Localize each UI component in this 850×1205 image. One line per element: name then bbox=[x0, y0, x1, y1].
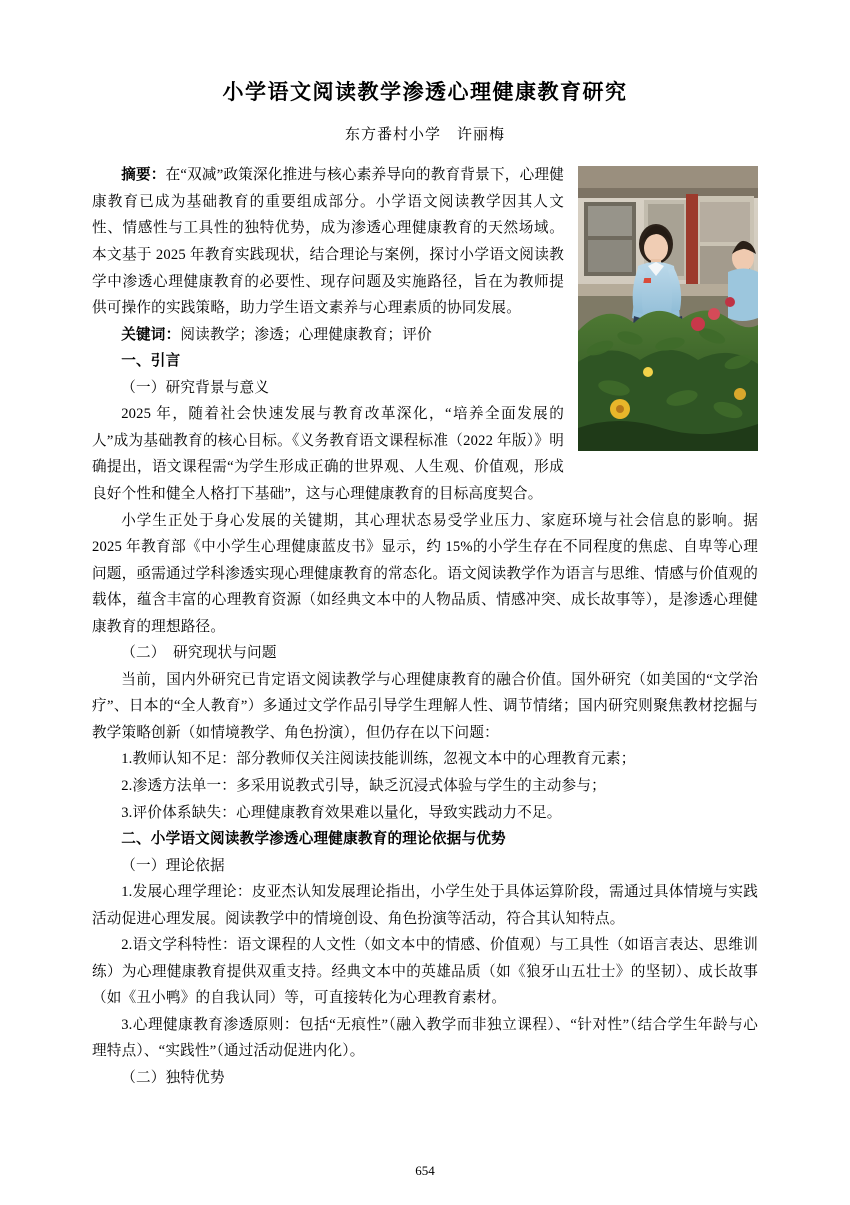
abstract-block bbox=[92, 162, 758, 1091]
classroom-garden-photo bbox=[578, 166, 758, 451]
page-number: 654 bbox=[415, 1163, 435, 1178]
list-item-2-2: 2.语文学科特性：语文课程的人文性（如文本中的情感、价值观）与工具性（如语言表达、思维训练）为心理健康教育提供双重支持。经典文本中的英雄品质（如《狼牙山五壮士》的坚韧）、成长故事（如《丑小鸭》的自我认同）等，可直接转化为心理教育素材。 bbox=[92, 937, 758, 1007]
keywords-text: 阅读教学；渗透；心理健康教育；评价 bbox=[180, 326, 432, 343]
list-item-2-3: 3.心理健康教育渗透原则：包括“无痕性”（融入教学而非独立课程）、“针对性”（结合学生年龄与心理特点）、“实践性”（通过活动促进内化）。 bbox=[92, 1016, 758, 1060]
subsection-1-2: （二） 研究现状与问题 bbox=[121, 645, 277, 662]
paragraph-1-1: 2025 年，随着社会快速发展与教育改革深化，“培养全面发展的人”成为基础教育的核心目标。《义务教育语文课程标准（2022 年版）》明确提出，语文课程需“为学生形成正确的世界观、人生观、价值观，形成良好个性和健全人格打下基础”，这与心理健康教育的目标高度契合。 bbox=[92, 406, 564, 502]
list-item-2-1: 1.发展心理学理论：皮亚杰认知发展理论指出，小学生处于具体运算阶段，需通过具体情境与实践活动促进心理发展。阅读教学中的情境创设、角色扮演等活动，符合其认知特点。 bbox=[92, 884, 758, 927]
list-item-1-2: 2.渗透方法单一：多采用说教式引导，缺乏沉浸式体验与学生的主动参与； bbox=[121, 777, 606, 794]
subsection-1-1: （一）研究背景与意义 bbox=[121, 379, 270, 396]
paragraph-1-2: 小学生正处于身心发展的关键期，其心理状态易受学业压力、家庭环境与社会信息的影响。据 2025 年教育部《中小学生心理健康蓝皮书》显示，约 15%的小学生存在不同程度的焦虑、自卑等心理问题，亟需通过学科渗透实现心理健康教育的常态化。语文阅读教学作为语言与思维、情感与价值观的载体，蕴含丰富的心理教育资源（如经典文本中的人物品质、情感冲突、成长故事等），是渗透心理健康教育的理想路径。 bbox=[92, 512, 758, 635]
page-title: 小学语文阅读教学渗透心理健康教育研究 bbox=[222, 80, 628, 104]
keywords-label: 关键词： bbox=[121, 326, 181, 343]
subsection-2-1: （一）理论依据 bbox=[121, 857, 225, 874]
list-item-1-1: 1.教师认知不足：部分教师仅关注阅读技能训练，忽视文本中的心理教育元素； bbox=[121, 751, 636, 768]
abstract-label: 摘要： bbox=[121, 167, 166, 184]
section-heading-1: 一、引言 bbox=[121, 353, 181, 370]
section-heading-2: 二、小学语文阅读教学渗透心理健康教育的理论依据与优势 bbox=[121, 831, 506, 848]
author-line: 东方番村小学 许丽梅 bbox=[344, 127, 505, 144]
paragraph-1-3: 当前，国内外研究已肯定语文阅读教学与心理健康教育的融合价值。国外研究（如美国的“文学治疗”、日本的“全人教育”）多通过文学作品引导学生理解人性、调节情绪；国内研究则聚焦教材挖掘与教学策略创新（如情境教学、角色扮演），但仍存在以下问题： bbox=[92, 671, 758, 741]
abstract-text: 在“双减”政策深化推进与核心素养导向的教育背景下，心理健康教育已成为基础教育的重要组成部分。小学语文阅读教学因其人文性、情感性与工具性的独特优势，成为渗透心理健康教育的天然场域。本文基于 2025 年教育实践现状，结合理论与案例，探讨小学语文阅读教学中渗透心理健康教育的必要性、现存问题及实施路径，旨在为教师提供可操作的实践策略，助力学生语文素养与心理素质的协同发展。 bbox=[92, 167, 564, 317]
subsection-2-2: （二）独特优势 bbox=[121, 1069, 225, 1086]
photo-illustration bbox=[578, 166, 758, 451]
list-item-1-3: 3.评价体系缺失：心理健康教育效果难以量化，导致实践动力不足。 bbox=[121, 804, 562, 821]
